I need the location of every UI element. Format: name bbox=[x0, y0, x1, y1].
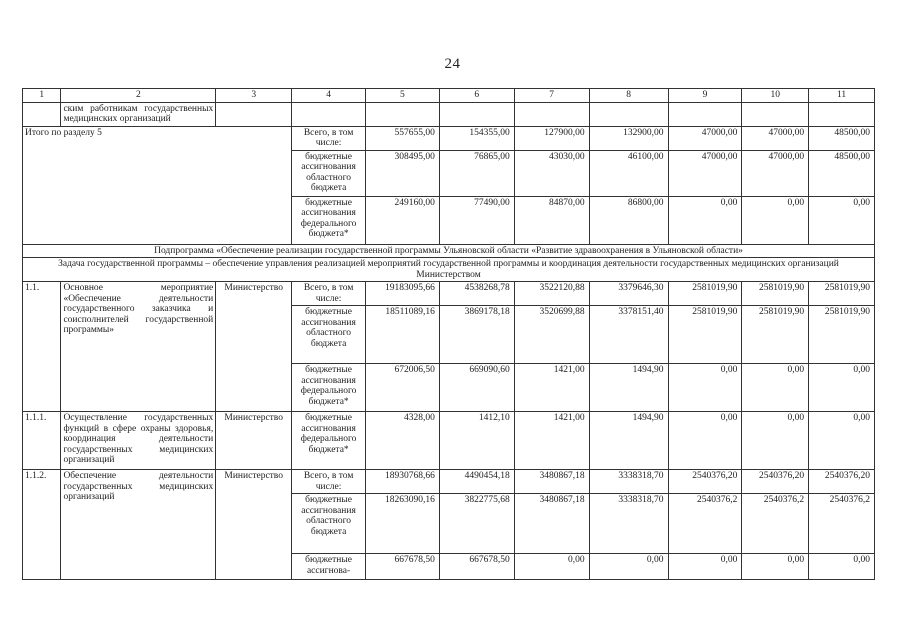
value-cell: 43030,00 bbox=[514, 150, 589, 196]
table-row bbox=[23, 102, 875, 126]
funding-source: Всего, в том числе: bbox=[292, 470, 366, 494]
value-cell: 18511089,16 bbox=[366, 306, 440, 364]
task-row bbox=[23, 258, 875, 282]
column-header: 7 bbox=[514, 89, 589, 103]
value-cell: 0,00 bbox=[668, 412, 742, 470]
funding-source: Всего, в том числе: bbox=[292, 126, 366, 150]
item-number: 1.1.1. bbox=[23, 412, 61, 470]
funding-source: Всего, в том числе: bbox=[292, 282, 366, 306]
value-cell: 2581019,90 bbox=[668, 306, 742, 364]
value-cell: 132900,00 bbox=[589, 126, 668, 150]
subprogram-row bbox=[23, 244, 875, 258]
value-cell: 557655,00 bbox=[366, 126, 440, 150]
funding-source: бюджетные ассигнования областного бюджета bbox=[292, 150, 366, 196]
value-cell: 0,00 bbox=[809, 412, 875, 470]
value-cell: 4490454,18 bbox=[439, 470, 514, 494]
value-cell: 0,00 bbox=[742, 412, 809, 470]
value-cell: 1421,00 bbox=[514, 364, 589, 412]
value-cell: 1421,00 bbox=[514, 412, 589, 470]
funding-source: бюджетные ассигнования федерального бюджета* bbox=[292, 412, 366, 470]
value-cell: 86800,00 bbox=[589, 196, 668, 244]
value-cell: 76865,00 bbox=[439, 150, 514, 196]
value-cell: 18263090,16 bbox=[366, 494, 440, 554]
value-cell: 249160,00 bbox=[366, 196, 440, 244]
funding-source: бюджетные ассигнования областного бюджета bbox=[292, 306, 366, 364]
value-cell: 2581019,90 bbox=[668, 282, 742, 306]
value-cell: 3379646,30 bbox=[589, 282, 668, 306]
column-header: 11 bbox=[809, 89, 875, 103]
value-cell: 2540376,2 bbox=[809, 494, 875, 554]
column-header: 6 bbox=[439, 89, 514, 103]
value-cell: 48500,00 bbox=[809, 126, 875, 150]
section-total-label: Итого по разделу 5 bbox=[23, 126, 292, 244]
value-cell: 3378151,40 bbox=[589, 306, 668, 364]
value-cell: 0,00 bbox=[742, 364, 809, 412]
value-cell: 47000,00 bbox=[668, 126, 742, 150]
item-name: Осуществление государственных функций в сфере охраны здоровья, координация деятельности государственных медицинских организаций bbox=[61, 412, 216, 470]
table-row bbox=[23, 412, 875, 470]
responsible-body: Министерство bbox=[216, 282, 292, 412]
value-cell: 19183095,66 bbox=[366, 282, 440, 306]
responsible-body: Министерство bbox=[216, 470, 292, 580]
funding-source: бюджетные ассигнования федерального бюджета* bbox=[292, 364, 366, 412]
value-cell: 2581019,90 bbox=[809, 282, 875, 306]
column-number-row bbox=[23, 89, 875, 103]
continuation-text: ским работникам государственных медицинских организаций bbox=[61, 102, 216, 126]
value-cell: 0,00 bbox=[809, 364, 875, 412]
value-cell: 127900,00 bbox=[514, 126, 589, 150]
value-cell: 0,00 bbox=[589, 554, 668, 580]
column-header: 2 bbox=[61, 89, 216, 103]
value-cell: 4328,00 bbox=[366, 412, 440, 470]
value-cell: 2581019,90 bbox=[809, 306, 875, 364]
value-cell: 667678,50 bbox=[366, 554, 440, 580]
value-cell: 2540376,20 bbox=[809, 470, 875, 494]
column-header: 3 bbox=[216, 89, 292, 103]
value-cell: 308495,00 bbox=[366, 150, 440, 196]
value-cell: 2540376,2 bbox=[668, 494, 742, 554]
table-row bbox=[23, 282, 875, 306]
value-cell: 669090,60 bbox=[439, 364, 514, 412]
value-cell: 2581019,90 bbox=[742, 306, 809, 364]
subprogram-title: Подпрограмма «Обеспечение реализации государственной программы Ульяновской области «Развитие здравоохранения в Ульяновской области» bbox=[23, 244, 875, 258]
value-cell: 47000,00 bbox=[668, 150, 742, 196]
value-cell: 0,00 bbox=[668, 554, 742, 580]
value-cell: 2540376,20 bbox=[668, 470, 742, 494]
value-cell: 0,00 bbox=[514, 554, 589, 580]
responsible-body: Министерство bbox=[216, 412, 292, 470]
value-cell: 3822775,68 bbox=[439, 494, 514, 554]
value-cell: 46100,00 bbox=[589, 150, 668, 196]
budget-table bbox=[22, 88, 875, 580]
value-cell: 672006,50 bbox=[366, 364, 440, 412]
table-row bbox=[23, 126, 875, 150]
item-number: 1.1. bbox=[23, 282, 61, 412]
value-cell: 2581019,90 bbox=[742, 282, 809, 306]
value-cell: 0,00 bbox=[742, 554, 809, 580]
column-header: 1 bbox=[23, 89, 61, 103]
page-number: 24 bbox=[444, 56, 461, 72]
item-name: Обеспечение деятельности государственных медицинских организаций bbox=[61, 470, 216, 580]
value-cell: 47000,00 bbox=[742, 126, 809, 150]
value-cell: 2540376,20 bbox=[742, 470, 809, 494]
column-header: 10 bbox=[742, 89, 809, 103]
value-cell: 3338318,70 bbox=[589, 494, 668, 554]
value-cell: 4538268,78 bbox=[439, 282, 514, 306]
funding-source: бюджетные ассигнования областного бюджета bbox=[292, 494, 366, 554]
funding-source: бюджетные ассигнова- bbox=[292, 554, 366, 580]
value-cell: 84870,00 bbox=[514, 196, 589, 244]
value-cell: 18930768,66 bbox=[366, 470, 440, 494]
value-cell: 0,00 bbox=[809, 554, 875, 580]
table-row bbox=[23, 470, 875, 494]
value-cell: 0,00 bbox=[742, 196, 809, 244]
value-cell: 47000,00 bbox=[742, 150, 809, 196]
value-cell: 3522120,88 bbox=[514, 282, 589, 306]
column-header: 4 bbox=[292, 89, 366, 103]
item-name: Основное мероприятие «Обеспечение деятельности государственного заказчика и соисполнителей государственной программы» bbox=[61, 282, 216, 412]
value-cell: 77490,00 bbox=[439, 196, 514, 244]
value-cell: 0,00 bbox=[668, 364, 742, 412]
value-cell: 48500,00 bbox=[809, 150, 875, 196]
value-cell: 154355,00 bbox=[439, 126, 514, 150]
item-number: 1.1.2. bbox=[23, 470, 61, 580]
value-cell: 667678,50 bbox=[439, 554, 514, 580]
column-header: 8 bbox=[589, 89, 668, 103]
column-header: 9 bbox=[668, 89, 742, 103]
value-cell: 0,00 bbox=[668, 196, 742, 244]
task-title: Задача государственной программы – обеспечение управления реализацией мероприятий государственной программы и координация деятельности государственных медицинских организаций Министерством bbox=[23, 258, 875, 282]
value-cell: 1494,90 bbox=[589, 364, 668, 412]
value-cell: 3338318,70 bbox=[589, 470, 668, 494]
value-cell: 1494,90 bbox=[589, 412, 668, 470]
value-cell: 3520699,88 bbox=[514, 306, 589, 364]
value-cell: 1412,10 bbox=[439, 412, 514, 470]
column-header: 5 bbox=[366, 89, 440, 103]
value-cell: 3869178,18 bbox=[439, 306, 514, 364]
value-cell: 3480867,18 bbox=[514, 470, 589, 494]
value-cell: 0,00 bbox=[809, 196, 875, 244]
funding-source: бюджетные ассигнования федерального бюджета* bbox=[292, 196, 366, 244]
value-cell: 2540376,2 bbox=[742, 494, 809, 554]
value-cell: 3480867,18 bbox=[514, 494, 589, 554]
